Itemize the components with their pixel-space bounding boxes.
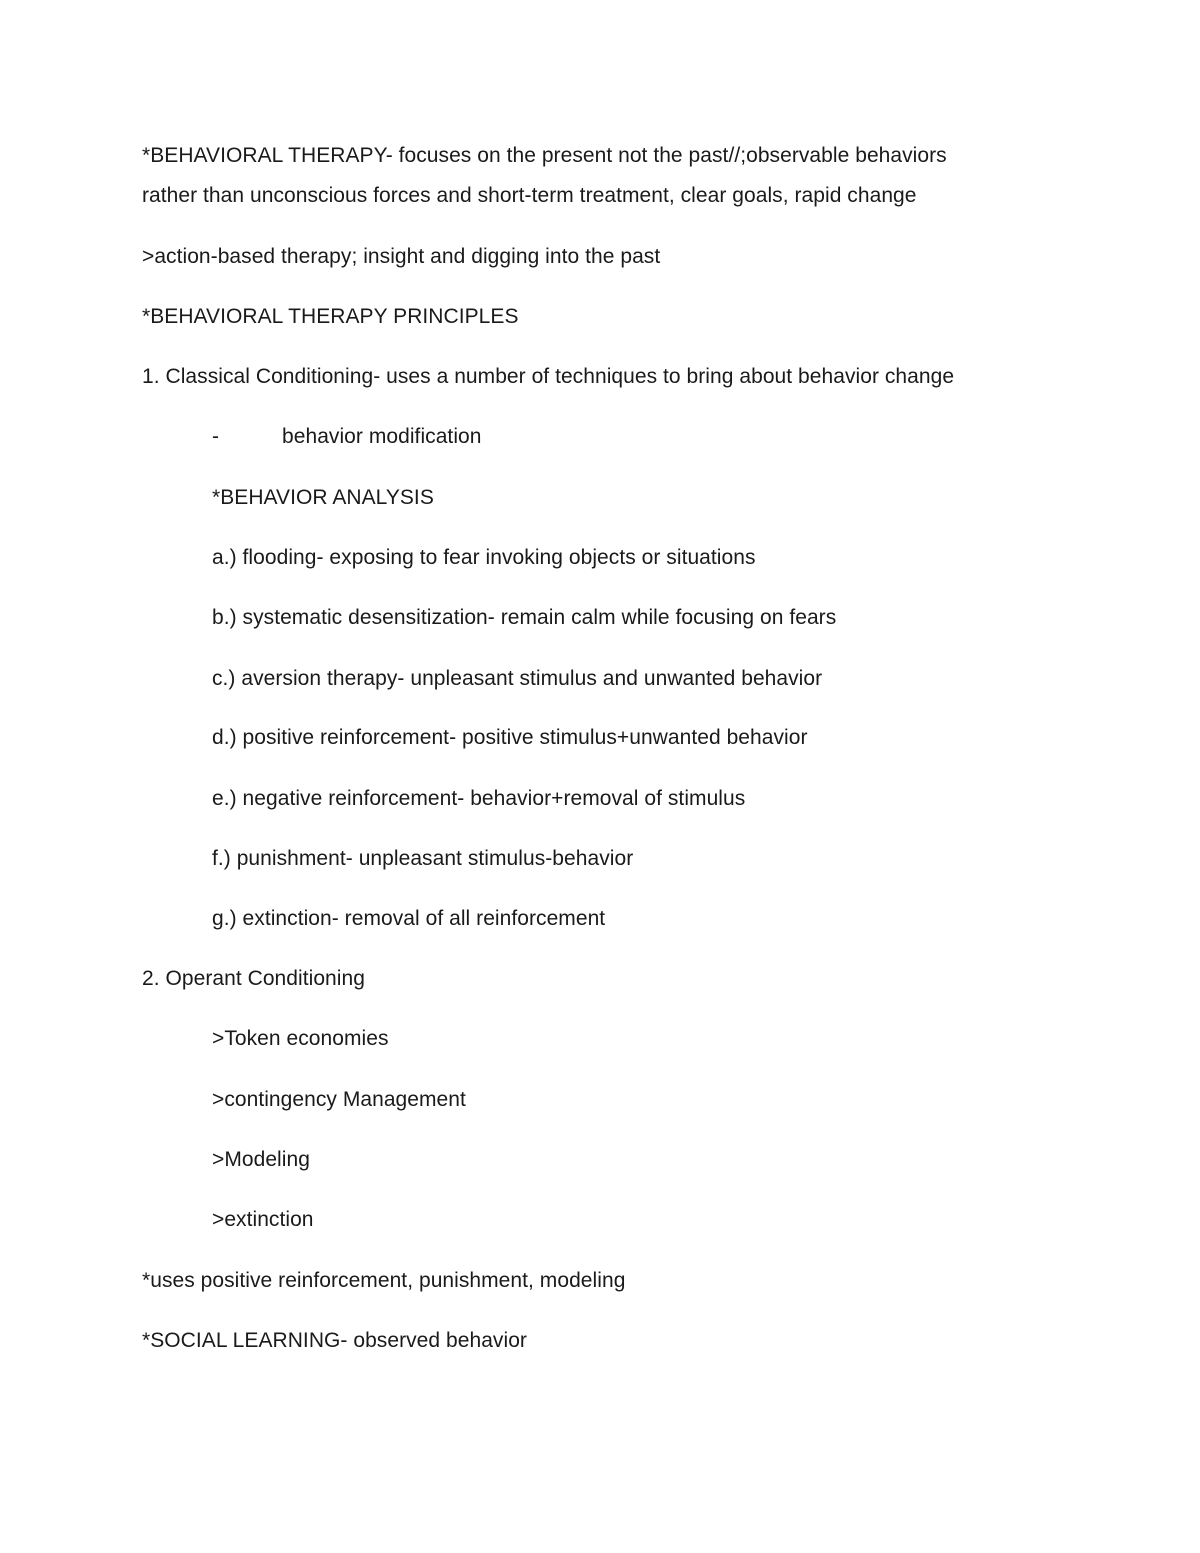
classical-conditioning-line: 1. Classical Conditioning- uses a number of techniques to bring about behavior change <box>142 365 955 388</box>
item-flooding: a.) flooding- exposing to fear invoking objects or situations <box>212 546 756 569</box>
social-learning-line: *SOCIAL LEARNING- observed behavior <box>142 1329 527 1352</box>
operant-conditioning-line: 2. Operant Conditioning <box>142 967 365 990</box>
item-positive-reinforcement: d.) positive reinforcement- positive stimulus+unwanted behavior <box>212 726 808 749</box>
behavior-analysis-heading: *BEHAVIOR ANALYSIS <box>212 486 434 509</box>
operant-item-token-economies: >Token economies <box>212 1027 389 1050</box>
intro-line-1: *BEHAVIORAL THERAPY- focuses on the present not the past//;observable behaviors <box>142 144 947 167</box>
uses-line: *uses positive reinforcement, punishment, modeling <box>142 1269 626 1292</box>
behavior-modification-item <box>212 417 482 457</box>
item-negative-reinforcement: e.) negative reinforcement- behavior+removal of stimulus <box>212 787 746 810</box>
item-systematic-desensitization: b.) systematic desensitization- remain calm while focusing on fears <box>212 606 837 629</box>
item-aversion-therapy: c.) aversion therapy- unpleasant stimulus and unwanted behavior <box>212 667 823 690</box>
behavior-modification-text: behavior modification <box>282 425 482 448</box>
operant-item-extinction: >extinction <box>212 1208 314 1231</box>
principles-heading: *BEHAVIORAL THERAPY PRINCIPLES <box>142 305 519 328</box>
operant-item-modeling: >Modeling <box>212 1148 310 1171</box>
intro-line-2: rather than unconscious forces and short-term treatment, clear goals, rapid change <box>142 184 917 207</box>
item-extinction: g.) extinction- removal of all reinforcement <box>212 907 606 930</box>
action-based-line: >action-based therapy; insight and digging into the past <box>142 245 661 268</box>
item-punishment: f.) punishment- unpleasant stimulus-behavior <box>212 847 634 870</box>
operant-item-contingency-management: >contingency Management <box>212 1088 466 1111</box>
dash-marker: - <box>212 425 220 448</box>
